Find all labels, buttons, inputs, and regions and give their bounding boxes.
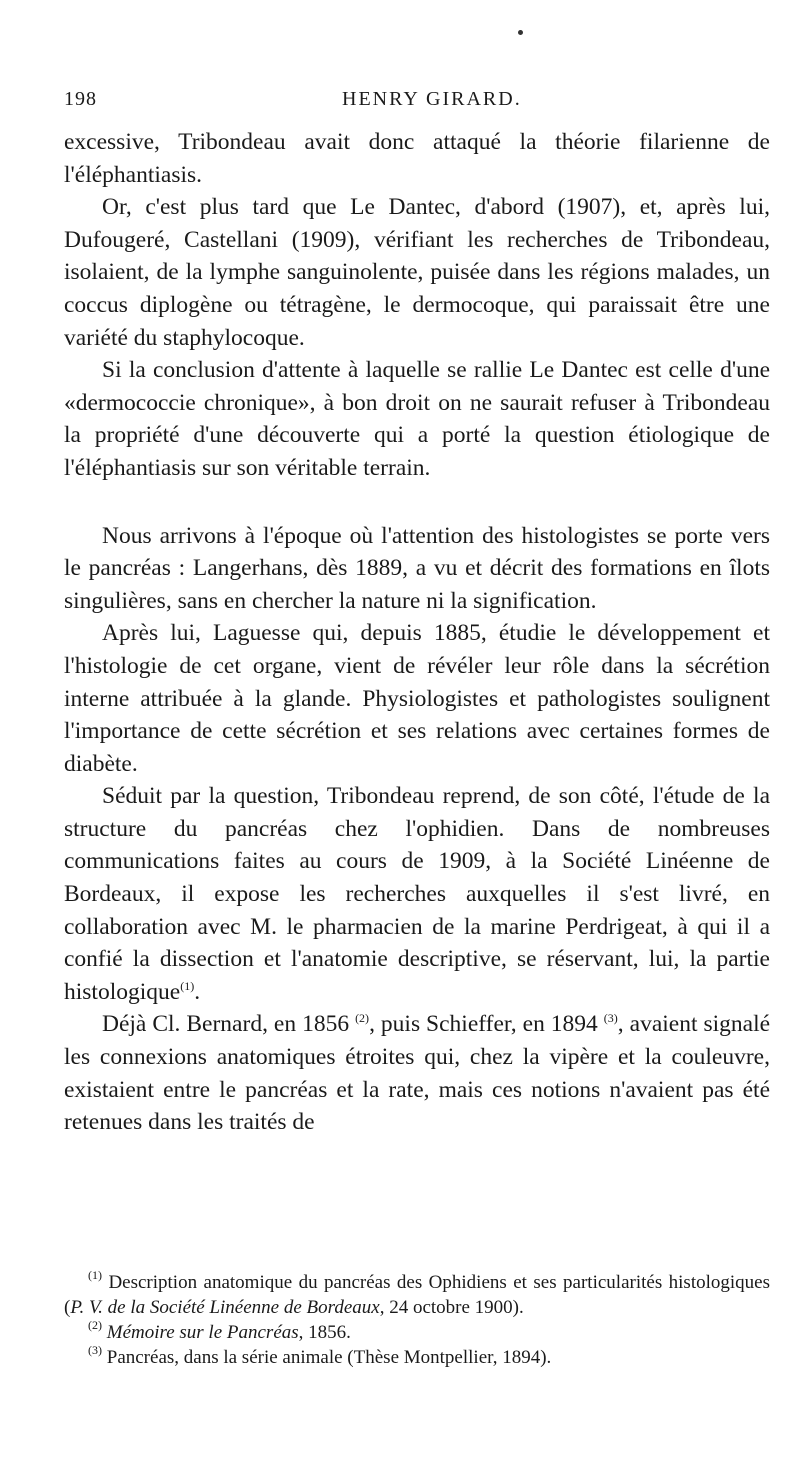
footnote-ref: (3) xyxy=(603,1011,618,1026)
paragraph-text: Déjà Cl. Bernard, en 1856 xyxy=(102,1011,350,1038)
paragraph-text: , puis Schieffer, en 1894 xyxy=(369,1011,598,1038)
paragraph xyxy=(64,780,770,1008)
body-text xyxy=(64,126,770,1139)
footnote-source: P. V. de la Société Linéenne de Bordeaux xyxy=(70,1297,380,1318)
paragraph: Or, c'est plus tard que Le Dantec, d'abord (1907), et, après lui, Dufougeré, Castellani (1909), vérifiant les recherches de Tribondeau, isolaient, de la lymphe sanguinolente, puisée dans les régions malades, un coccus diplogène ou tétragène, le dermocoque, qui paraissait être une variété du staphylocoque. xyxy=(64,194,770,351)
footnote-mark: (1) xyxy=(88,1268,102,1282)
footnote-1 xyxy=(64,1270,770,1320)
page-header xyxy=(64,88,770,116)
running-head: HENRY GIRARD. xyxy=(342,88,522,110)
paragraph: Après lui, Laguesse qui, depuis 1885, étudie le développement et l'histologie de cet organe, vient de révéler leur rôle dans la sécrétion interne attribuée à la glande. Physiologistes et pathologistes soulignent l'importance de cette sécrétion et ses relations avec certaines formes de diabète. xyxy=(64,620,770,777)
footnote-text: , 24 octobre 1900). xyxy=(379,1297,524,1318)
paragraph xyxy=(64,1008,770,1138)
paragraph-text: Séduit par la question, Tribondeau reprend, de son côté, l'étude de la structure du pancréas chez l'ophidien. Dans de nombreuses communications faites au cours de 1909, à la Société Linéenne de Bordeaux, il expose les recherches auxquelles il s'est livré, en collaboration avec M. le pharmacien de la marine Perdrigeat, à qui il a confié la dissection et l'anatomie descriptive, se réservant, lui, la partie histologique xyxy=(64,783,770,1005)
footnote-2 xyxy=(64,1320,770,1345)
paragraph: excessive, Tribondeau avait donc attaqué la théorie filarienne de l'éléphantiasis. xyxy=(64,129,770,188)
footnote-mark: (3) xyxy=(88,1343,102,1357)
footnote-ref: (1) xyxy=(180,978,195,993)
page-number: 198 xyxy=(64,88,97,110)
paragraph: Si la conclusion d'attente à laquelle se rallie Le Dantec est celle d'une «dermococcie chronique», à bon droit on ne saurait refuser à Tribondeau la propriété d'une découverte qui a porté la question étiologique de l'éléphantiasis sur son véritable terrain. xyxy=(64,357,770,481)
footnote-text: , 1856. xyxy=(298,1322,351,1343)
print-speck xyxy=(518,30,523,35)
paragraph-end: . xyxy=(194,978,201,1005)
footnote-text: Pancréas, dans la série animale (Thèse Montpellier, 1894). xyxy=(102,1347,552,1368)
footnote-3 xyxy=(64,1345,770,1370)
footnote-ref: (2) xyxy=(355,1011,370,1026)
footnote-text: Description anatomique du pancréas des Ophidiens et ses particularités histologiques ( xyxy=(64,1272,770,1318)
paragraph: Nous arrivons à l'époque où l'attention des histologistes se porte vers le pancréas : Langerhans, dès 1889, a vu et décrit des formations en îlots singulières, sans en chercher la nature ni la signification. xyxy=(64,522,770,614)
paragraph-text: , avaient signalé les connexions anatomiques étroites qui, chez la vipère et la couleuvre, existaient entre le pancréas et la rate, mais ces notions n'avaient pas été retenues dans les traités de xyxy=(64,1011,771,1136)
footnote-source: Mémoire sur le Pancréas xyxy=(102,1322,299,1343)
footnote-mark: (2) xyxy=(88,1318,102,1332)
footnotes xyxy=(64,1270,770,1370)
